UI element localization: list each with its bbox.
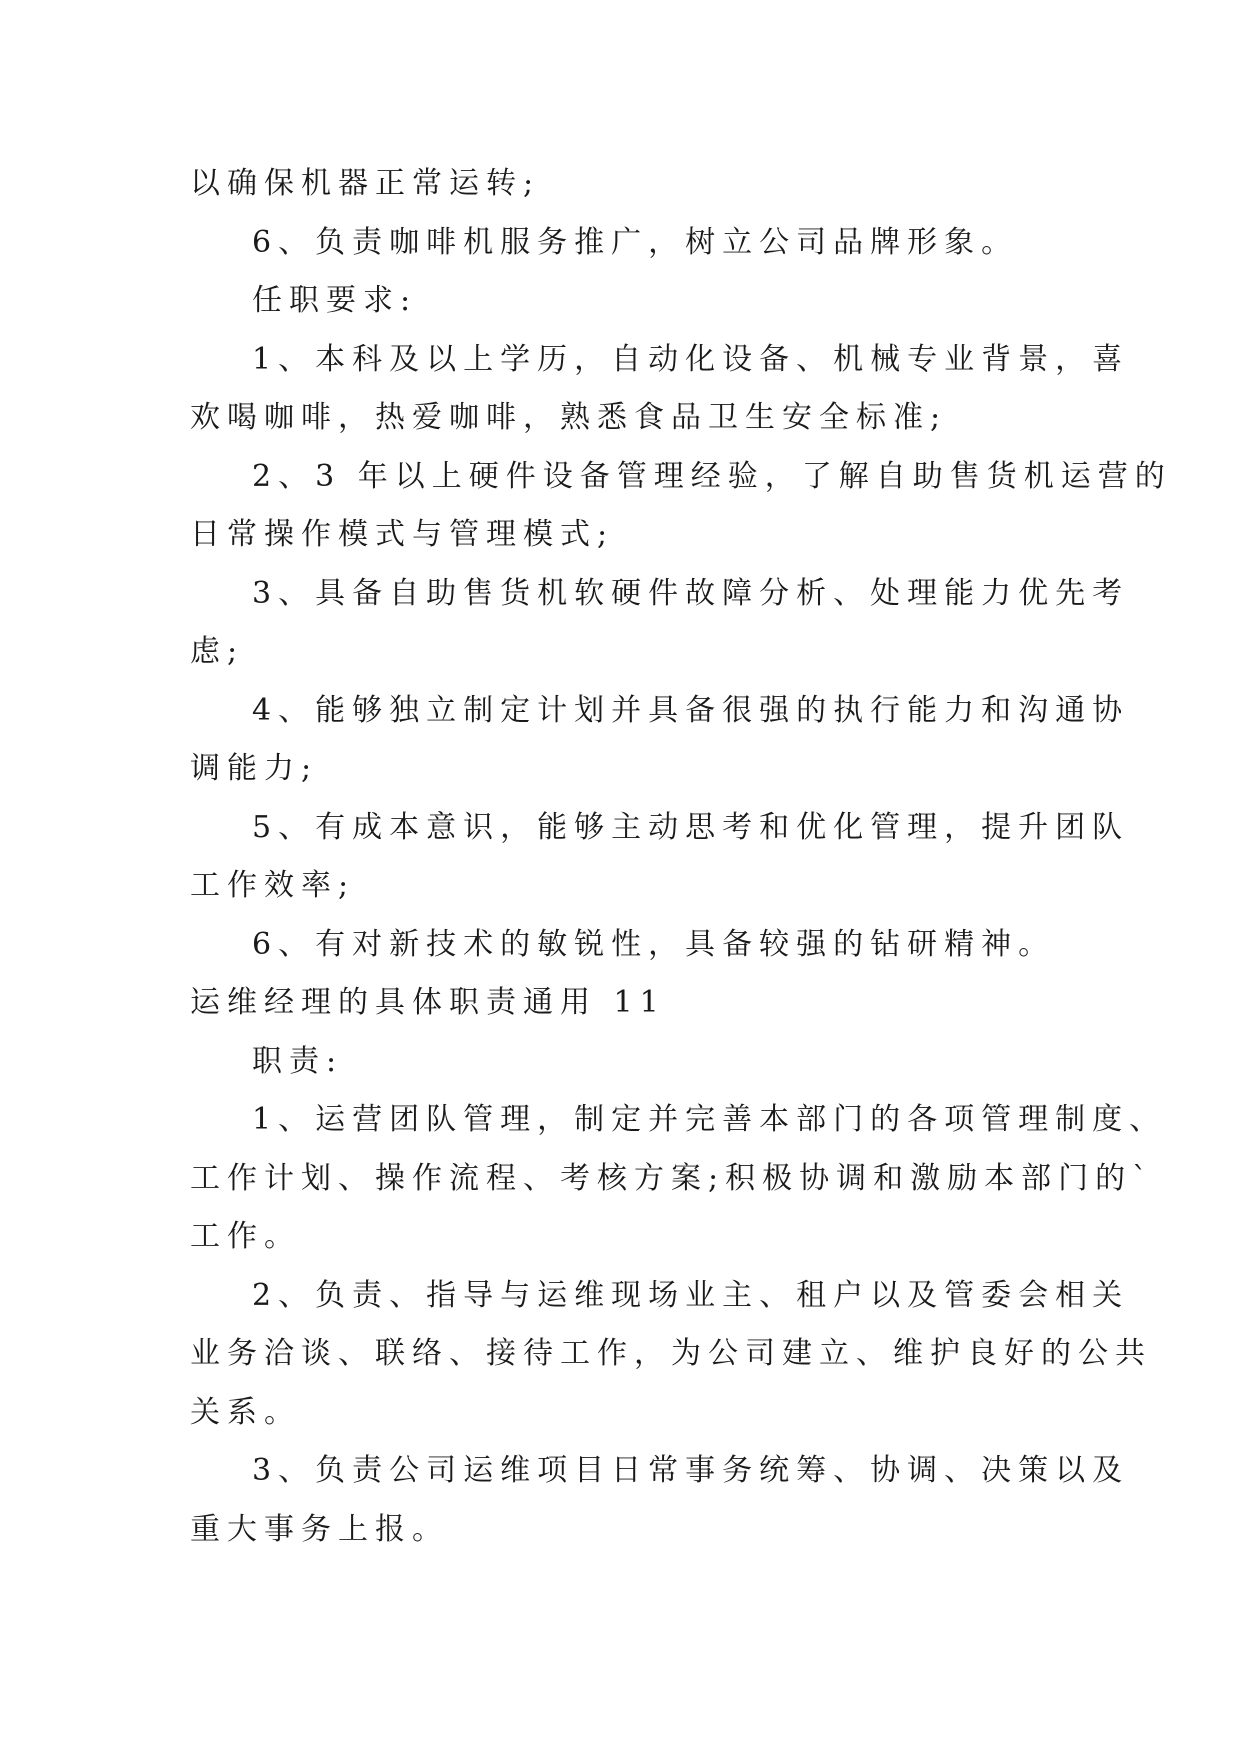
text-line: 调能力; [190, 751, 319, 786]
section-heading: 职责: [252, 1043, 344, 1079]
text-line: 重大事务上报。 [190, 1511, 449, 1547]
text-line: 以确保机器正常运转; [190, 166, 541, 201]
text-line: 2、3 年以上硬件设备管理经验，了解自助售货机运营的 [252, 458, 1172, 494]
text-line: 工作计划、操作流程、考核方案;积极协调和激励本部门的` [190, 1160, 1155, 1196]
text-line: 工作。 [190, 1219, 301, 1254]
text-line: 1、本科及以上学历，自动化设备、机械专业背景，喜 [252, 341, 1130, 377]
text-line: 3、负责公司运维项目日常事务统筹、协调、决策以及 [252, 1453, 1130, 1488]
section-title: 运维经理的具体职责通用 11 [190, 985, 666, 1020]
document-body [190, 155, 1172, 1559]
text-line: 1、运营团队管理，制定并完善本部门的各项管理制度、 [252, 1102, 1167, 1137]
text-line: 关系。 [190, 1394, 301, 1430]
text-line: 虑; [190, 634, 245, 669]
text-line: 欢喝咖啡，热爱咖啡，熟悉食品卫生安全标准; [190, 400, 948, 435]
text-line: 工作效率; [190, 868, 356, 903]
text-line: 2、负责、指导与运维现场业主、租户以及管委会相关 [252, 1277, 1130, 1313]
text-line: 日常操作模式与管理模式; [190, 517, 615, 552]
text-line: 业务洽谈、联络、接待工作，为公司建立、维护良好的公共 [190, 1336, 1152, 1371]
text-line: 6、负责咖啡机服务推广，树立公司品牌形象。 [252, 224, 1019, 260]
text-line: 6、有对新技术的敏锐性，具备较强的钻研精神。 [252, 926, 1056, 962]
text-line: 4、能够独立制定计划并具备很强的执行能力和沟通协 [252, 692, 1130, 728]
text-line: 3、具备自助售货机软硬件故障分析、处理能力优先考 [252, 575, 1130, 611]
text-line: 5、有成本意识，能够主动思考和优化管理，提升团队 [252, 809, 1130, 845]
section-heading: 任职要求: [252, 283, 418, 318]
